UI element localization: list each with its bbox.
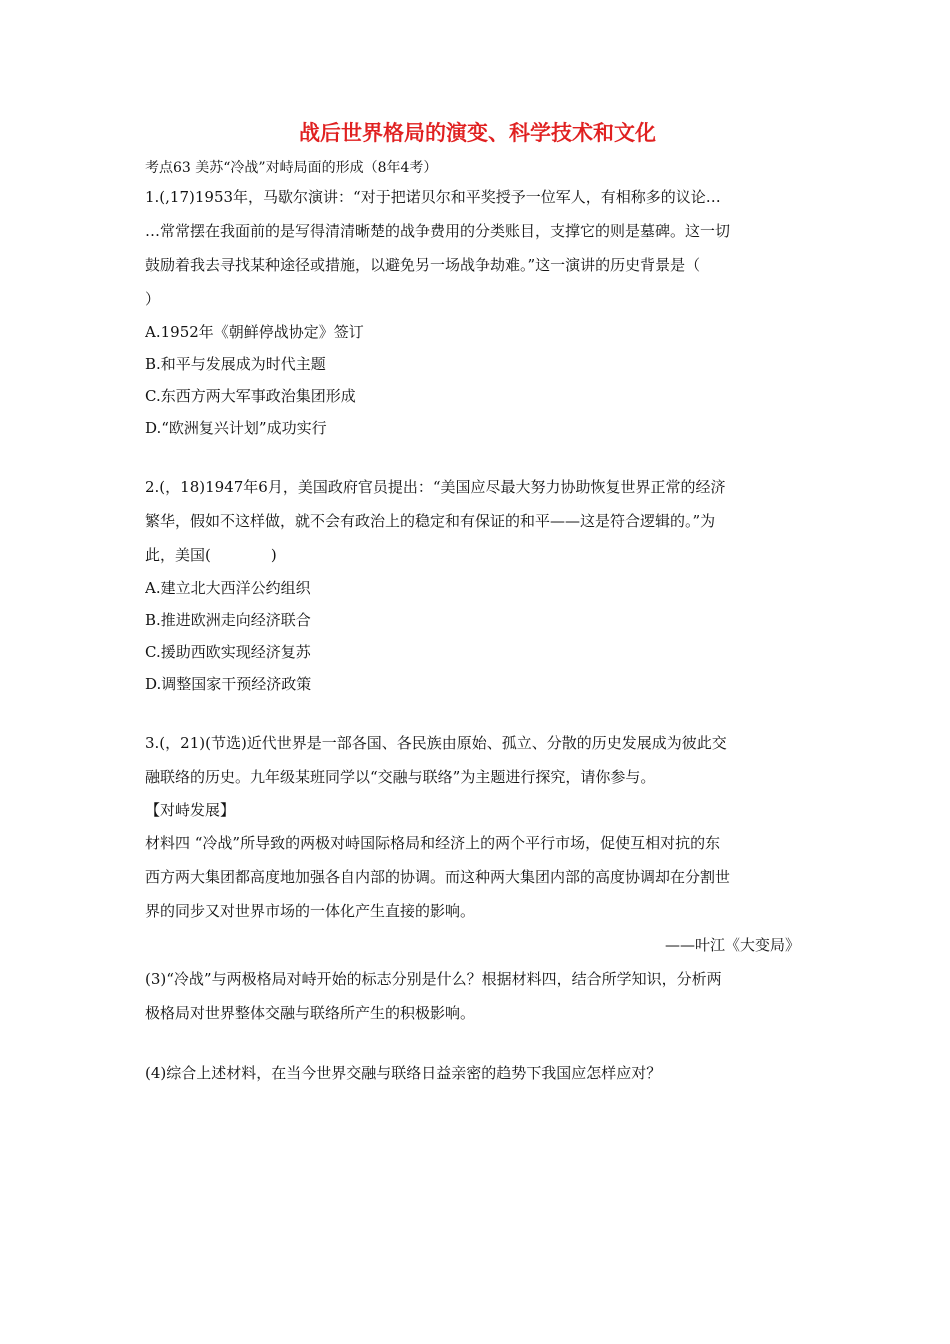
question-1-option-b: B.和平与发展成为时代主题 — [145, 355, 326, 373]
question-2 — [145, 470, 810, 700]
question-2-option-b: B.推进欧洲走向经济联合 — [145, 611, 311, 629]
material-line: 材料四 “冷战”所导致的两极对峙国际格局和经济上的两个平行市场，促使互相对抗的东 — [145, 834, 721, 852]
spacer — [145, 444, 810, 470]
material-line: 界的同步又对世界市场的一体化产生直接的影响。 — [145, 902, 476, 920]
question-1-option-c: C.东西方两大军事政治集团形成 — [145, 387, 356, 405]
question-1-line: 鼓励着我去寻找某种途径或措施，以避免另一场战争劫难。”这一演讲的历史背景是（ — [145, 256, 701, 274]
spacer — [145, 700, 810, 726]
material-line: 西方两大集团都高度地加强各自内部的协调。而这种两大集团内部的高度协调却在分割世 — [145, 868, 731, 886]
question-3-line: 融联络的历史。九年级某班同学以“交融与联络”为主题进行探究，请你参与。 — [145, 768, 656, 786]
sub-question-3: 极格局对世界整体交融与联络所产生的积极影响。 — [145, 1004, 476, 1022]
document-title: 战后世界格局的演变、科学技术和文化 — [299, 120, 656, 145]
spacer — [145, 1030, 810, 1056]
question-3 — [145, 726, 810, 1090]
question-2-option-d: D.调整国家干预经济政策 — [145, 675, 312, 693]
question-2-line: 2.(，18)1947年6月，美国政府官员提出：“美国应尽最大努力协助恢复世界正常的经济 — [145, 478, 726, 496]
section-heading: 考点63 美苏“冷战”对峙局面的形成（8年4考） — [145, 160, 438, 176]
question-2-option-c: C.援助西欧实现经济复苏 — [145, 643, 311, 661]
question-2-line: 此，美国( ) — [145, 546, 277, 564]
sub-question-4: (4)综合上述材料，在当今世界交融与联络日益亲密的趋势下我国应怎样应对？ — [145, 1064, 662, 1082]
question-1-line: 1.(,17)1953年，马歇尔演讲：“对于把诺贝尔和平奖授予一位军人，有相称多的议论… — [145, 188, 721, 206]
material-heading: 【对峙发展】 — [145, 801, 236, 819]
document-page — [145, 118, 810, 1090]
material-source: ——叶江《大变局》 — [664, 936, 800, 954]
question-1-option-d: D.“欧洲复兴计划”成功实行 — [145, 419, 327, 437]
sub-question-3: (3)“冷战”与两极格局对峙开始的标志分别是什么？根据材料四，结合所学知识，分析两 — [145, 970, 722, 988]
question-1-line: ） — [145, 290, 161, 308]
question-3-line: 3.(，21)(节选)近代世界是一部各国、各民族由原始、孤立、分散的历史发展成为彼此交 — [145, 734, 727, 752]
question-1-option-a: A.1952年《朝鲜停战协定》签订 — [145, 323, 364, 341]
question-1 — [145, 180, 810, 444]
question-1-line: …常常摆在我面前的是写得清清晰楚的战争费用的分类账目，支撑它的则是墓碑。这一切 — [145, 222, 731, 240]
question-2-line: 繁华，假如不这样做，就不会有政治上的稳定和有保证的和平——这是符合逻辑的。”为 — [145, 512, 716, 530]
question-2-option-a: A.建立北大西洋公约组织 — [145, 579, 311, 597]
